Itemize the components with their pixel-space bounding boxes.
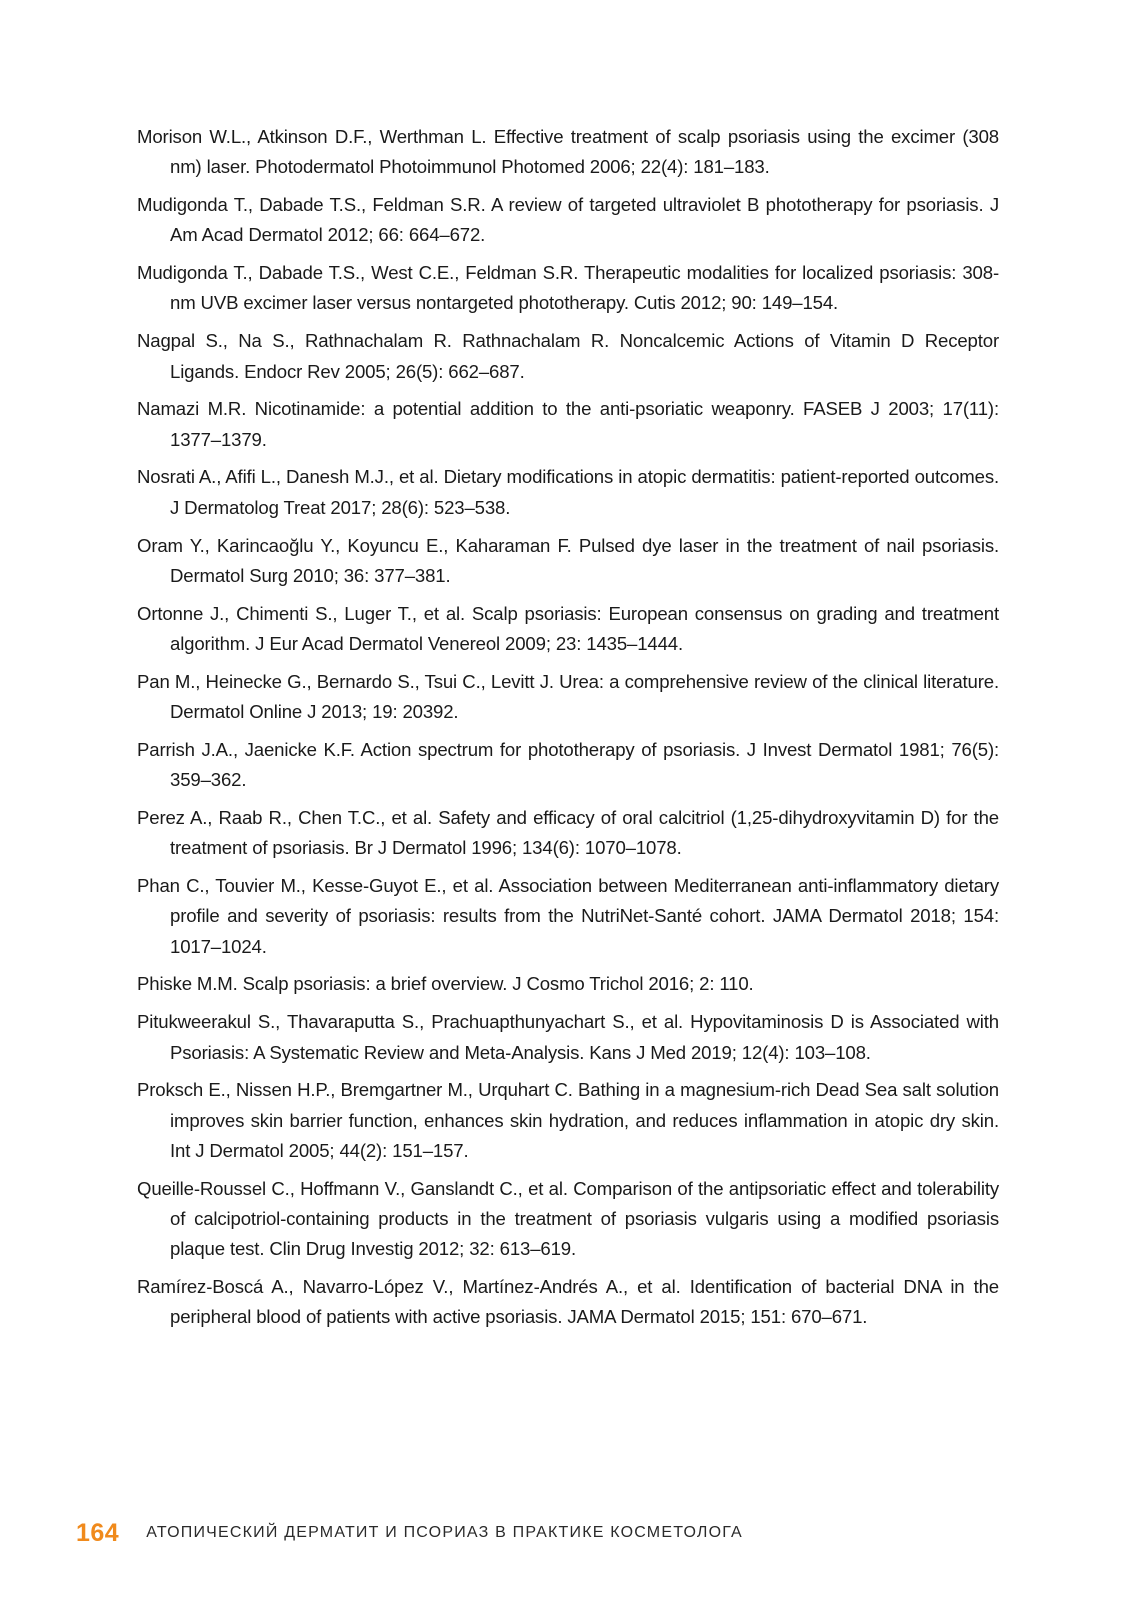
reference-entry: Nosrati A., Afifi L., Danesh M.J., et al. Dietary modifications in atopic dermatitis: patient-reported outcomes. J Dermatolog Treat 2017; 28(6): 523–538. xyxy=(137,466,999,518)
reference-entry: Proksch E., Nissen H.P., Bremgartner M., Urquhart C. Bathing in a magnesium-rich Dead Sea salt solution improves skin barrier function, enhances skin hydration, and reduces inflammation in atopic dry skin. Int J Dermatol 2005; 44(2): 151–157. xyxy=(137,1079,999,1161)
reference-entry: Queille-Roussel C., Hoffmann V., Ganslandt C., et al. Comparison of the antipsoriatic effect and tolerability of calcipotriol-containing products in the treatment of psoriasis vulgaris using a modified psoriasis plaque test. Clin Drug Investig 2012; 32: 613–619. xyxy=(137,1177,999,1260)
reference-entry: Parrish J.A., Jaenicke K.F. Action spectrum for phototherapy of psoriasis. J Invest Dermatol 1981; 76(5): 359–362. xyxy=(137,738,999,791)
page-number: 164 xyxy=(76,1518,120,1547)
reference-entry: Mudigonda T., Dabade T.S., West C.E., Feldman S.R. Therapeutic modalities for localized psoriasis: 308-nm UVB excimer laser versus nontargeted phototherapy. Cutis 2012; 90: 149–154. xyxy=(137,262,999,314)
reference-entry: Nagpal S., Na S., Rathnachalam R. Rathnachalam R. Noncalcemic Actions of Vitamin D Receptor Ligands. Endocr Rev 2005; 26(5): 662–687. xyxy=(137,330,999,382)
reference-entry: Mudigonda T., Dabade T.S., Feldman S.R. A review of targeted ultraviolet B phototherapy for psoriasis. J Am Acad Dermatol 2012; 66: 664–672. xyxy=(137,194,999,246)
reference-entry: Ramírez-Boscá A., Navarro-López V., Martínez-Andrés A., et al. Identification of bacterial DNA in the peripheral blood of patients with active psoriasis. JAMA Dermatol 2015; 151: 670–671. xyxy=(137,1276,999,1328)
reference-entry: Oram Y., Karincaoğlu Y., Koyuncu E., Kaharaman F. Pulsed dye laser in the treatment of nail psoriasis. Dermatol Surg 2010; 36: 377–381. xyxy=(137,534,999,586)
reference-entry: Phan C., Touvier M., Kesse-Guyot E., et al. Association between Mediterranean anti-inflammatory dietary profile and severity of psoriasis: results from the NutriNet-Santé cohort. JAMA Dermatol 2018; 154: 1017–1024. xyxy=(137,875,999,957)
reference-entry: Pan M., Heinecke G., Bernardo S., Tsui C., Levitt J. Urea: a comprehensive review of the clinical literature. Dermatol Online J 2013; 19: 20392. xyxy=(137,670,999,723)
running-title: АТОПИЧЕСКИЙ ДЕРМАТИТ И ПСОРИАЗ В ПРАКТИКЕ КОСМЕТОЛОГА xyxy=(146,1524,743,1541)
reference-list xyxy=(137,122,999,1340)
page-footer xyxy=(76,1515,743,1551)
reference-entry: Pitukweerakul S., Thavaraputta S., Prachuapthunyachart S., et al. Hypovitaminosis D is Associated with Psoriasis: A Systematic Review and Meta-Analysis. Kans J Med 2019; 12(4): 103–108. xyxy=(137,1011,999,1063)
reference-entry: Namazi M.R. Nicotinamide: a potential addition to the anti-psoriatic weaponry. FASEB J 2003; 17(11): 1377–1379. xyxy=(137,398,999,450)
reference-entry: Ortonne J., Chimenti S., Luger T., et al. Scalp psoriasis: European consensus on grading and treatment algorithm. J Eur Acad Dermatol Venereol 2009; 23: 1435–1444. xyxy=(137,602,999,654)
reference-entry: Perez A., Raab R., Chen T.C., et al. Safety and efficacy of oral calcitriol (1,25-dihydroxyvitamin D) for the treatment of psoriasis. Br J Dermatol 1996; 134(6): 1070–1078. xyxy=(137,806,999,859)
reference-entry: Phiske M.M. Scalp psoriasis: a brief overview. J Cosmo Trichol 2016; 2: 110. xyxy=(137,973,754,995)
reference-entry: Morison W.L., Atkinson D.F., Werthman L. Effective treatment of scalp psoriasis using the excimer (308 nm) laser. Photodermatol Photoimmunol Photomed 2006; 22(4): 181–183. xyxy=(137,126,999,178)
